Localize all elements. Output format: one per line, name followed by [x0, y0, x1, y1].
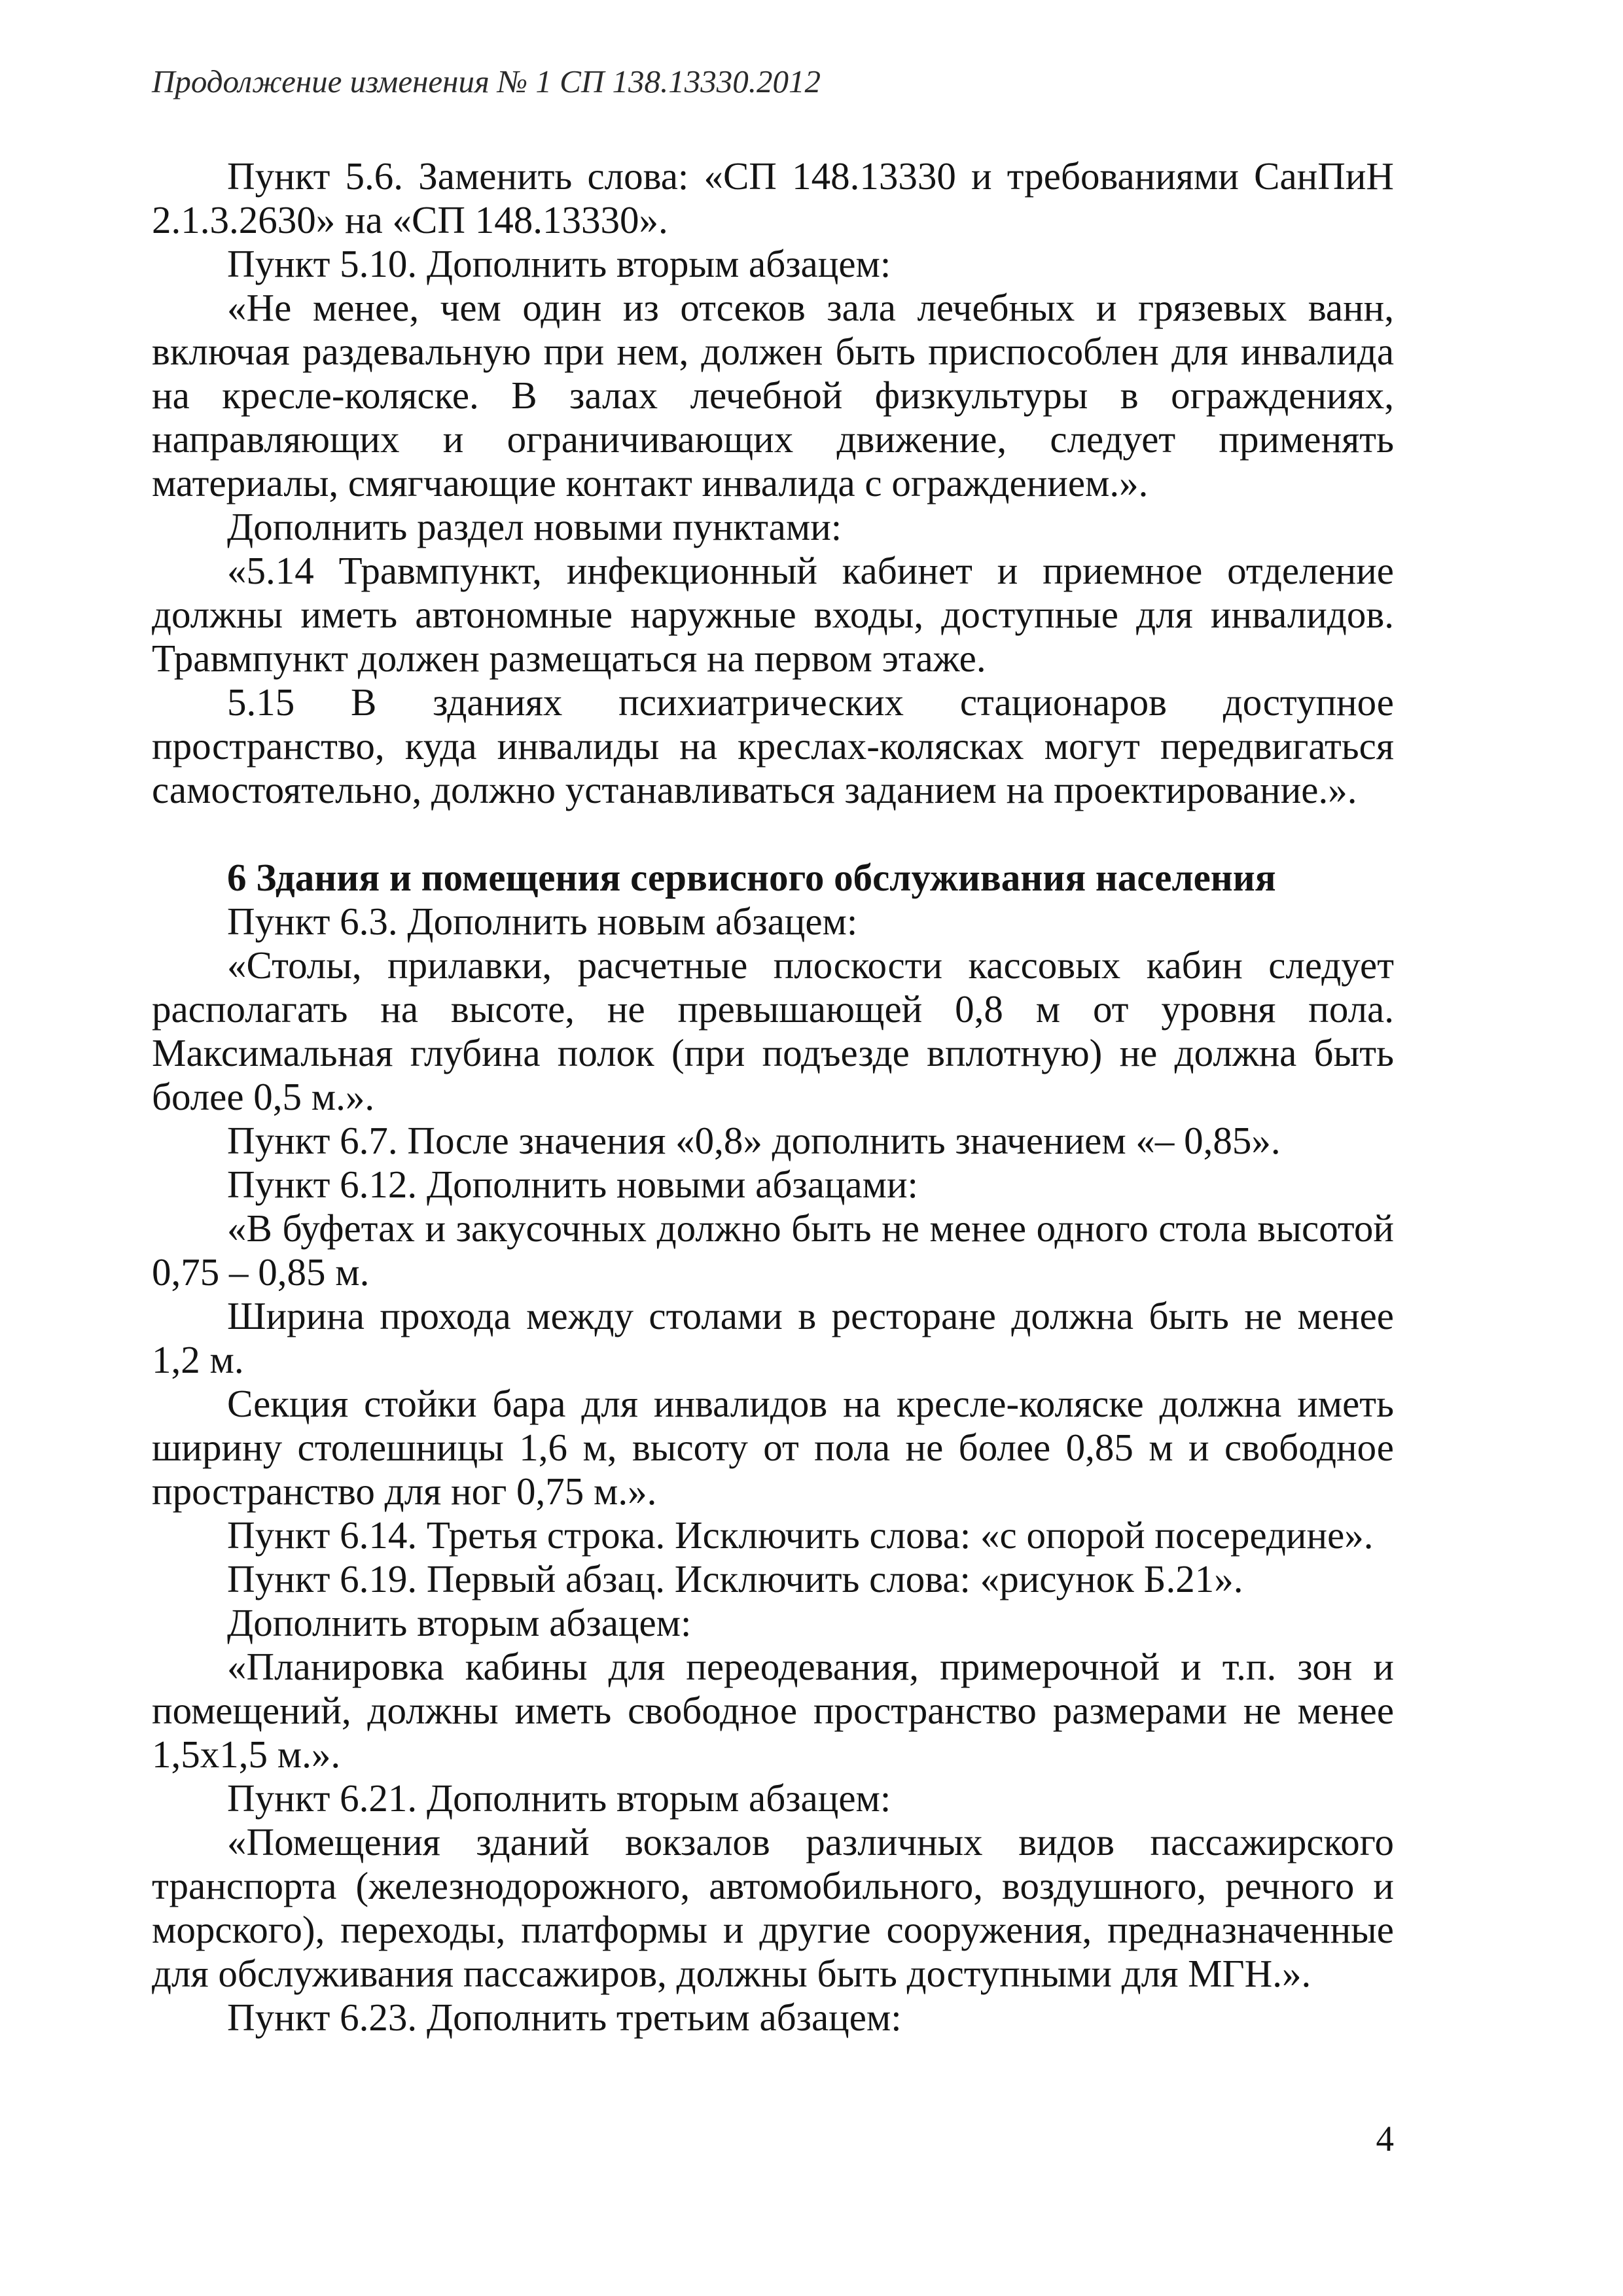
- paragraph-5-10-intro: Пункт 5.10. Дополнить вторым абзацем:: [227, 242, 891, 285]
- paragraph-5-14: «5.14 Травмпункт, инфекционный кабинет и приемное отделение должны иметь автономные наружные входы, доступные для инвалидов. Травмпункт должен размещаться на первом этаже.: [152, 549, 1394, 680]
- paragraph-5-15: 5.15 В зданиях психиатрических стационаров доступное пространство, куда инвалиды на креслах-колясках могут передвигаться самостоятельно, должно устанавливаться заданием на проектирование.».: [152, 680, 1394, 811]
- paragraph-6-3-intro: Пункт 6.3. Дополнить новым абзацем:: [227, 900, 858, 943]
- paragraph-6-3-text: «Столы, прилавки, расчетные плоскости кассовых кабин следует располагать на высоте, не превышающей 0,8 м от уровня пола. Максимальная глубина полок (при подъезде вплотную) не должна быть более 0,5 м.».: [152, 944, 1394, 1118]
- paragraph-5-6: Пункт 5.6. Заменить слова: «СП 148.13330 и требованиями СанПиН 2.1.3.2630» на «СП 148.13330».: [152, 154, 1394, 241]
- paragraph-6-12-intro: Пункт 6.12. Дополнить новыми абзацами:: [227, 1163, 918, 1206]
- paragraph-6-19: Пункт 6.19. Первый абзац. Исключить слова: «рисунок Б.21».: [227, 1557, 1243, 1600]
- section-heading-6: 6 Здания и помещения сервисного обслуживания населения: [227, 856, 1276, 899]
- paragraph-6-7: Пункт 6.7. После значения «0,8» дополнить значением «– 0,85».: [227, 1119, 1281, 1162]
- paragraph-section-addition: Дополнить раздел новыми пунктами:: [227, 505, 842, 548]
- paragraph-6-12-aisle-width: Ширина прохода между столами в ресторане должна быть не менее 1,2 м.: [152, 1294, 1394, 1381]
- paragraph-6-12-bar-section: Секция стойки бара для инвалидов на кресле-коляске должна иметь ширину столешницы 1,6 м, высоту от пола не более 0,85 м и свободное пространство для ног 0,75 м.».: [152, 1382, 1394, 1513]
- paragraph-6-14: Пункт 6.14. Третья строка. Исключить слова: «с опорой посередине».: [227, 1513, 1374, 1557]
- paragraph-6-19-text: «Планировка кабины для переодевания, примерочной и т.п. зон и помещений, должны иметь свободное пространство размерами не менее 1,5x1,5 м.».: [152, 1645, 1394, 1776]
- page-number: 4: [1376, 2119, 1394, 2159]
- document-body: [152, 154, 1394, 2040]
- paragraph-6-19-addition: Дополнить вторым абзацем:: [227, 1601, 692, 1644]
- running-header: Продолжение изменения № 1 СП 138.13330.2012: [152, 63, 821, 99]
- paragraph-6-21-text: «Помещения зданий вокзалов различных видов пассажирского транспорта (железнодорожного, автомобильного, воздушного, речного и морского), переходы, платформы и другие сооружения, предназначенные для обслуживания пассажиров, должны быть доступными для МГН.».: [152, 1820, 1394, 1995]
- paragraph-6-21-intro: Пункт 6.21. Дополнить вторым абзацем:: [227, 1776, 891, 1820]
- paragraph-5-10-text: «Не менее, чем один из отсеков зала лечебных и грязевых ванн, включая раздевальную при нем, должен быть приспособлен для инвалида на кресле-коляске. В залах лечебной физкультуры в ограждениях, направляющих и ограничивающих движение, следует применять материалы, смягчающие контакт инвалида с ограждением.».: [152, 286, 1394, 504]
- paragraph-6-12-buffets: «В буфетах и закусочных должно быть не менее одного стола высотой 0,75 – 0,85 м.: [152, 1207, 1394, 1294]
- paragraph-6-23-intro: Пункт 6.23. Дополнить третьим абзацем:: [227, 1996, 902, 2039]
